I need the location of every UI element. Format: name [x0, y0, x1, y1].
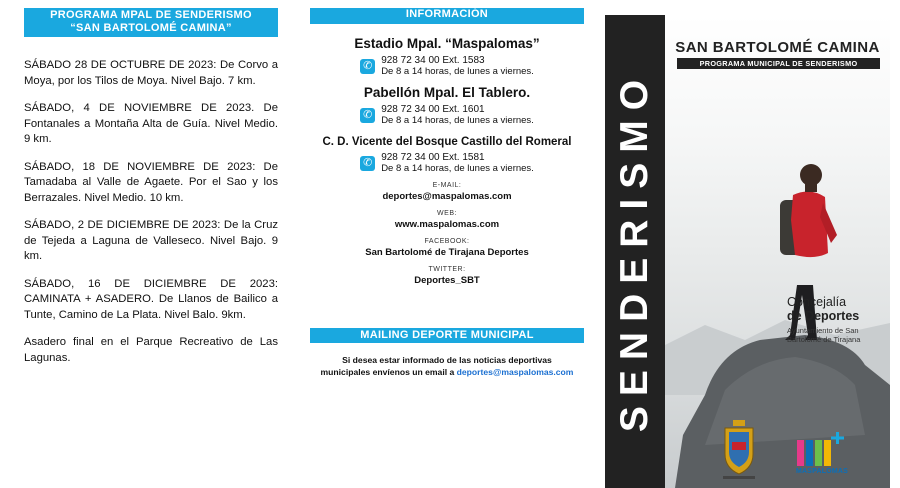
brochure-cover	[605, 15, 890, 488]
venue-phone[interactable]: 928 72 34 00 Ext. 1581	[381, 152, 485, 163]
phone-row	[310, 55, 584, 77]
venue-phone[interactable]: 928 72 34 00 Ext. 1601	[381, 104, 485, 115]
contact-label: TWITTER:	[428, 266, 466, 273]
contact-facebook	[310, 238, 584, 258]
venue-hours: De 8 a 14 horas, de lunes a viernes.	[381, 163, 534, 174]
email-link[interactable]: deportes@maspalomas.com	[382, 191, 512, 202]
contact-label: E-MAIL:	[432, 182, 462, 189]
asadero-note: Asadero final en el Parque Recreativo de Las Lagunas.	[24, 336, 278, 364]
program-banner-line1: PROGRAMA MPAL DE SENDERISMO	[50, 9, 252, 21]
venue-hours: De 8 a 14 horas, de lunes a viernes.	[381, 115, 534, 126]
mailing-line2-prefix: municipales envíenos un email a	[320, 367, 455, 377]
venue-name: Estadio Mpal. “Maspalomas”	[354, 36, 540, 51]
program-banner-line2: “SAN BARTOLOMÉ CAMINA”	[70, 22, 232, 34]
event-list	[24, 58, 278, 377]
program-banner	[24, 8, 278, 37]
phone-text	[381, 55, 534, 77]
mailing-email-link[interactable]: deportes@maspalomas.com	[456, 367, 574, 377]
venue-phone[interactable]: 928 72 34 00 Ext. 1583	[381, 55, 485, 66]
cover-title: SAN BARTOLOMÉ CAMINA	[675, 39, 880, 56]
twitter-link[interactable]: Deportes_SBT	[414, 275, 480, 286]
venue-hours: De 8 a 14 horas, de lunes a viernes.	[381, 66, 534, 77]
mailing-banner: MAILING DEPORTE MUNICIPAL	[310, 328, 584, 343]
web-link[interactable]: www.maspalomas.com	[394, 219, 500, 230]
phone-row	[310, 152, 584, 174]
concejalia-deportes	[787, 295, 887, 344]
contact-label: FACEBOOK:	[424, 238, 470, 245]
phone-icon: ✆	[360, 59, 375, 74]
crest-icon	[719, 420, 759, 480]
maspalomas-logo-text: MASPALOMAS	[795, 468, 849, 475]
contact-label: WEB:	[437, 210, 457, 217]
concejalia-line2: de Deportes	[787, 309, 860, 323]
phone-icon: ✆	[360, 108, 375, 123]
phone-icon: ✆	[360, 156, 375, 171]
information-banner: INFORMACIÓN	[310, 8, 584, 24]
information-section	[310, 30, 584, 286]
contact-twitter	[310, 266, 584, 286]
venue-romeral	[310, 136, 584, 174]
event-item: SÁBADO 28 DE OCTUBRE DE 2023: De Corvo a Moya, por los Tilos de Moya. Nivel Bajo. 7 km.	[24, 59, 278, 87]
phone-row	[310, 104, 584, 126]
event-item: SÁBADO, 18 DE NOVIEMBRE DE 2023: De Tamadaba al Valle de Agaete. Por el Sao y los Berrazales. Nivel Medio. 10 km.	[24, 160, 278, 204]
contact-email	[310, 182, 584, 202]
mailing-line1: Si desea estar informado de las noticias deportivas	[342, 355, 552, 365]
phone-text	[381, 104, 534, 126]
event-item: SÁBADO, 16 DE DICIEMBRE DE 2023: CAMINATA + ASADERO. De Llanos de Bailico a Tunte, Camino de La Plata. Nivel Balo. 9km.	[24, 277, 278, 321]
phone-text	[381, 152, 534, 174]
venue-pabellon	[310, 85, 584, 126]
concejalia-line1: Concejalía	[787, 295, 847, 309]
facebook-link[interactable]: San Bartolomé de Tirajana Deportes	[365, 247, 529, 258]
event-item: SÁBADO, 2 DE DICIEMBRE DE 2023: De la Cruz de Tejeda a Laguna de Valleseco. Nivel Bajo. 9 km.	[24, 219, 278, 262]
senderismo-vertical-title: SENDERISMO	[613, 69, 656, 433]
vertical-strip	[605, 15, 665, 488]
venue-name: C. D. Vicente del Bosque Castillo del Romeral	[322, 136, 572, 148]
contact-web	[310, 210, 584, 230]
cover-subtitle: PROGRAMA MUNICIPAL DE SENDERISMO	[677, 58, 880, 69]
mailing-line2	[310, 366, 584, 378]
venue-estadio	[310, 36, 584, 77]
venue-name: Pabellón Mpal. El Tablero.	[363, 85, 531, 100]
event-item: SÁBADO, 4 DE NOVIEMBRE DE 2023. De Fontanales a Montaña Alta de Guía. Nivel Medio. 9 km.	[24, 102, 278, 145]
mailing-text	[310, 354, 584, 378]
ayuntamiento-text: Ayuntamiento de San Bartolomé de Tirajana	[787, 326, 861, 344]
